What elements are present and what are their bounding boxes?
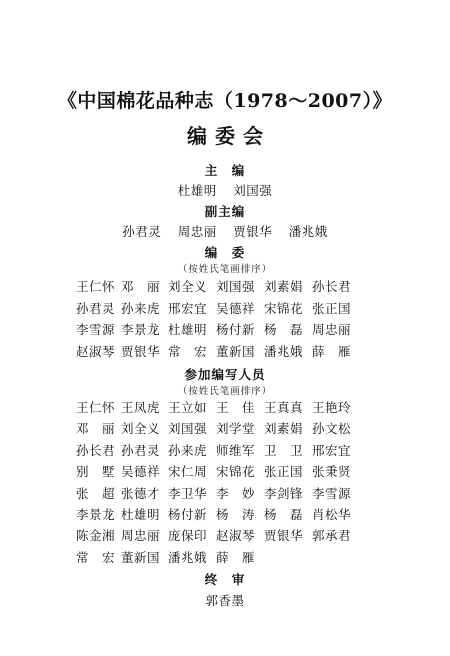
- committee-title: 编委会: [187, 124, 271, 148]
- person-name: 贾银华: [264, 528, 304, 544]
- person-name: 王真真: [264, 400, 304, 415]
- person-name: 张 超: [76, 485, 116, 501]
- person-name: 肖松华: [312, 507, 352, 522]
- name-row: [0, 299, 450, 317]
- person-name: 李景龙: [76, 507, 116, 522]
- person-name: 王 佳: [216, 400, 256, 415]
- name-row: [0, 548, 450, 566]
- person-name: 王凤虎: [121, 400, 161, 415]
- person-name: 李卫华: [168, 485, 208, 501]
- committee-sort-note: （按姓氏笔画排序）: [177, 264, 273, 275]
- person-name: 邢宏宜: [168, 300, 208, 316]
- person-name: 杜雄明: [168, 322, 208, 337]
- person-name: 孙君灵: [76, 300, 116, 316]
- name-row: [0, 462, 450, 480]
- person-name: 邓 丽: [76, 421, 116, 437]
- person-name: 宋锦花: [216, 464, 256, 480]
- person-name: 常 宏: [76, 549, 116, 565]
- person-name: 刘素娟: [264, 279, 304, 294]
- person-name: 杨 磊: [264, 507, 304, 522]
- person-name: 王艳玲: [312, 400, 352, 415]
- person-name: 吴德祥: [216, 300, 256, 316]
- person-name: 刘全义: [121, 421, 161, 437]
- person-name: 董新国: [216, 343, 256, 359]
- name-row: [0, 505, 450, 523]
- chief-editor-heading: 主 编: [204, 163, 246, 178]
- person-name: 常 宏: [168, 343, 208, 359]
- deputy-editor-name: 周忠丽: [177, 224, 217, 239]
- contributors-heading: 参加编写人员: [184, 367, 266, 382]
- person-name: 薛 雁: [312, 343, 352, 359]
- person-name: 别 墅: [76, 464, 116, 480]
- person-name: 潘兆娥: [168, 549, 208, 565]
- person-name: 刘素娟: [264, 421, 304, 437]
- chief-editor-name: 刘国强: [233, 183, 273, 198]
- name-row: [0, 441, 450, 459]
- book-title: 《中国棉花品种志（1978～2007）》: [57, 90, 393, 112]
- person-name: 张正国: [264, 464, 304, 480]
- person-name: 杜雄明: [121, 507, 161, 522]
- name-row: [0, 526, 450, 544]
- person-name: 李景龙: [121, 322, 161, 337]
- final-review-names: [0, 591, 450, 609]
- person-name: 孙来虎: [121, 300, 161, 316]
- person-name: 杨付新: [216, 322, 256, 337]
- person-name: 赵淑琴: [216, 528, 256, 544]
- person-name: 宋仁周: [168, 464, 208, 480]
- person-name: 李剑锋: [264, 485, 304, 501]
- person-name: 王仁怀: [76, 279, 116, 294]
- person-name: 张德才: [121, 485, 161, 501]
- deputy-editor-names: [0, 222, 450, 240]
- person-name: 孙长君: [76, 442, 116, 458]
- person-name: 孙君灵: [121, 442, 161, 458]
- name-row: [0, 277, 450, 295]
- person-name: 刘国强: [216, 279, 256, 294]
- name-row: [0, 419, 450, 437]
- person-name: 王仁怀: [76, 400, 116, 415]
- person-name: 郭承君: [312, 528, 352, 544]
- person-name: 李 妙: [216, 485, 256, 501]
- deputy-editor-name: 孙君灵: [122, 224, 162, 239]
- contributors-sort-note: （按姓氏笔画排序）: [177, 386, 273, 397]
- person-name: 邓 丽: [121, 279, 161, 294]
- person-name: 卫 卫: [264, 442, 304, 458]
- person-name: 孙长君: [312, 279, 352, 294]
- person-name: 宋锦花: [264, 300, 304, 316]
- chief-editor-name: 杜雄明: [177, 183, 217, 198]
- deputy-editor-heading: 副主编: [204, 204, 246, 219]
- person-name: 薛 雁: [216, 549, 256, 565]
- person-name: 刘国强: [168, 421, 208, 437]
- person-name: 师维军: [216, 442, 256, 458]
- chief-editor-names: [0, 181, 450, 199]
- person-name: 杨付新: [168, 507, 208, 522]
- person-name: 潘兆娥: [264, 343, 304, 359]
- person-name: 陈金湘: [76, 528, 116, 544]
- person-name: 刘全义: [168, 279, 208, 294]
- person-name: 孙来虎: [168, 442, 208, 458]
- committee-heading: 编 委: [204, 245, 246, 260]
- person-name: 周忠丽: [312, 322, 352, 337]
- person-name: 王立如: [168, 400, 208, 415]
- deputy-editor-name: 潘兆娥: [288, 224, 328, 239]
- person-name: 刘学堂: [216, 421, 256, 437]
- person-name: 周忠丽: [121, 528, 161, 544]
- person-name: 张正国: [312, 300, 352, 316]
- name-row: [0, 320, 450, 338]
- person-name: 贾银华: [121, 343, 161, 359]
- person-name: 杨 磊: [264, 322, 304, 337]
- person-name: 吴德祥: [121, 464, 161, 480]
- person-name: 孙文松: [312, 421, 352, 437]
- person-name: 杨 涛: [216, 507, 256, 522]
- person-name: 董新国: [121, 549, 161, 565]
- name-row: [0, 398, 450, 416]
- person-name: 邢宏宜: [312, 442, 352, 458]
- name-row: [0, 342, 450, 360]
- deputy-editor-name: 贾银华: [233, 224, 273, 239]
- person-name: 赵淑琴: [76, 343, 116, 359]
- person-name: 庞保印: [168, 528, 208, 544]
- final-review-name: 郭香墨: [205, 593, 245, 608]
- person-name: 张秉贤: [312, 464, 352, 480]
- name-row: [0, 484, 450, 502]
- person-name: 李雪源: [76, 322, 116, 337]
- final-review-heading: 终 审: [204, 572, 246, 587]
- person-name: 李雪源: [312, 485, 352, 501]
